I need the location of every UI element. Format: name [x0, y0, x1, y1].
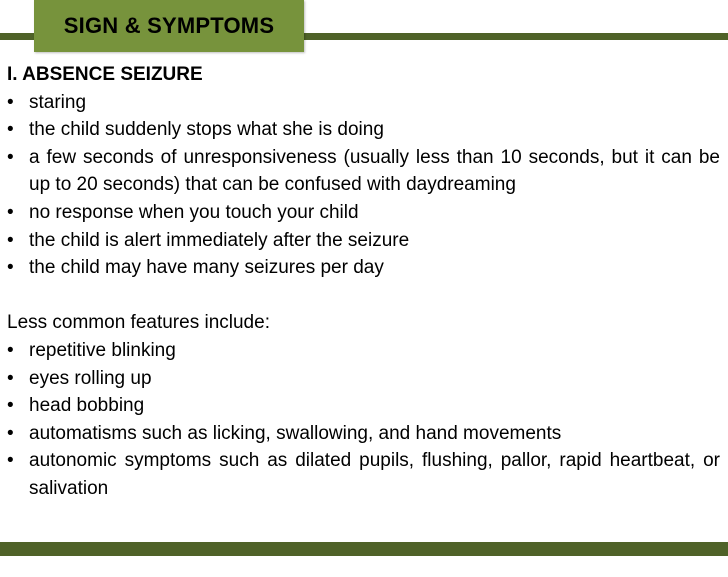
less-common-list	[7, 337, 720, 503]
list-item: • no response when you touch your child	[7, 199, 720, 227]
bullet-icon: •	[7, 201, 14, 223]
bullet-icon: •	[7, 229, 14, 251]
title-banner	[34, 0, 304, 52]
list-item: • the child may have many seizures per day	[7, 254, 720, 282]
list-item: • automatisms such as licking, swallowing, and hand movements	[7, 420, 720, 448]
bottom-accent-bar	[0, 542, 728, 556]
absence-seizure-list	[7, 89, 720, 282]
bullet-icon: •	[7, 91, 14, 113]
bullet-icon: •	[7, 146, 14, 168]
less-common-intro: Less common features include:	[7, 312, 270, 334]
bullet-icon: •	[7, 339, 14, 361]
list-item: • the child suddenly stops what she is doing	[7, 116, 720, 144]
list-item: • staring	[7, 89, 720, 117]
list-item: • head bobbing	[7, 392, 720, 420]
list-item: • autonomic symptoms such as dilated pupils, flushing, pallor, rapid heartbeat, or salivation	[7, 447, 720, 502]
bullet-icon: •	[7, 450, 14, 472]
bullet-icon: •	[7, 257, 14, 279]
slide-title: SIGN & SYMPTOMS	[63, 13, 275, 38]
list-item: • the child is alert immediately after the seizure	[7, 227, 720, 255]
list-item: • a few seconds of unresponsiveness (usually less than 10 seconds, but it can be up to 20 seconds) that can be confused with daydreaming	[7, 144, 720, 199]
section-heading: I. ABSENCE SEIZURE	[7, 64, 203, 85]
list-item: • eyes rolling up	[7, 365, 720, 393]
slide-content	[7, 61, 720, 503]
spacer	[7, 282, 720, 310]
bullet-icon: •	[7, 367, 14, 389]
bullet-icon: •	[7, 422, 14, 444]
list-item: • repetitive blinking	[7, 337, 720, 365]
bullet-icon: •	[7, 395, 14, 417]
bullet-icon: •	[7, 119, 14, 141]
